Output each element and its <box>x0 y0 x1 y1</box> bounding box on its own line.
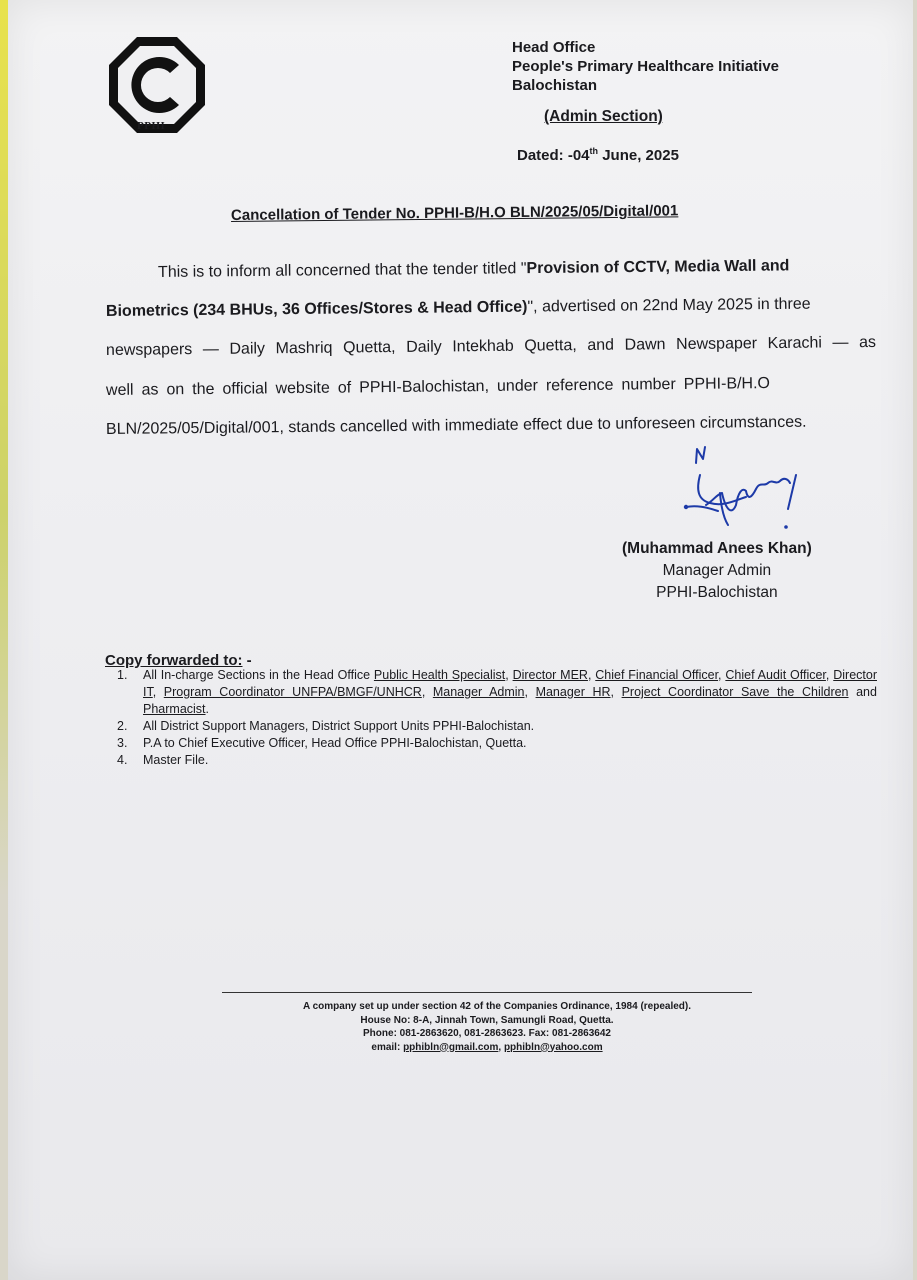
header-organization: People's Primary Healthcare Initiative <box>512 58 780 75</box>
subject-line: Cancellation of Tender No. PPHI-B/H.O BLN/2025/05/Digital/001 <box>230 202 679 224</box>
list-item: 4. Master File. <box>117 753 209 767</box>
list-item: 2. All District Support Managers, District Support Units PPHI-Balochistan. <box>117 719 535 733</box>
signatory-block <box>622 538 812 604</box>
footer-email: email: pphibln@gmail.com, pphibln@yahoo.com <box>371 1041 603 1053</box>
body-line-4: well as on the official website of PPHI-Balochistan, under reference number PPHI-B/H.O <box>105 375 771 399</box>
footer-address: House No: 8-A, Jinnah Town, Samungli Road, Quetta. <box>360 1014 614 1026</box>
list-item: 1. All In-charge Sections in the Head Office Public Health Specialist, Director MER, Chief Financial Officer, Chief Audit Officer, Director IT, Program Coordinator UNFPA/BMGF/UNHCR, Manager Admin, Manager HR, Project Coordinator Save the Children and Pharmacist. <box>117 668 877 716</box>
copy-forwarded-heading: Copy forwarded to: - <box>105 652 252 669</box>
body-line-1: This is to inform all concerned that the tender titled "Provision of CCTV, Media Wall and <box>157 257 790 281</box>
body-line-5: BLN/2025/05/Digital/001, stands cancelled with immediate effect due to unforeseen circumstances. <box>105 413 807 438</box>
email-link-gmail[interactable]: pphibln@gmail.com <box>403 1041 499 1053</box>
body-line-2: Biometrics (234 BHUs, 36 Offices/Stores & Head Office)", advertised on 22nd May 2025 in three <box>105 295 811 320</box>
distribution-list <box>117 667 877 769</box>
signature-mark <box>676 445 816 530</box>
footer <box>222 1000 752 1054</box>
paper-edge <box>0 0 8 1280</box>
signatory-name: (Muhammad Anees Khan) <box>622 540 812 557</box>
footer-divider <box>222 992 752 993</box>
header-office: Head Office <box>512 39 596 56</box>
email-link-yahoo[interactable]: pphibln@yahoo.com <box>503 1041 603 1053</box>
section-label: (Admin Section) <box>544 108 663 125</box>
body-line-3: newspapers — Daily Mashriq Quetta, Daily Intekhab Quetta, and Dawn Newspaper Karachi — as <box>105 333 877 359</box>
signatory-org: PPHI-Balochistan <box>656 584 778 601</box>
logo-text: PPHI <box>137 120 166 132</box>
date-line: Dated: -04th June, 2025 <box>517 146 679 164</box>
signatory-title: Manager Admin <box>662 562 772 579</box>
list-item: 3. P.A to Chief Executive Officer, Head Office PPHI-Balochistan, Quetta. <box>117 736 527 750</box>
header-province: Balochistan <box>512 77 598 94</box>
footer-company-note: A company set up under section 42 of the Companies Ordinance, 1984 (repealed). <box>302 1001 692 1012</box>
letter-page <box>8 0 913 1280</box>
footer-phone: Phone: 081-2863620, 081-2863623. Fax: 081-2863642 <box>363 1028 611 1039</box>
